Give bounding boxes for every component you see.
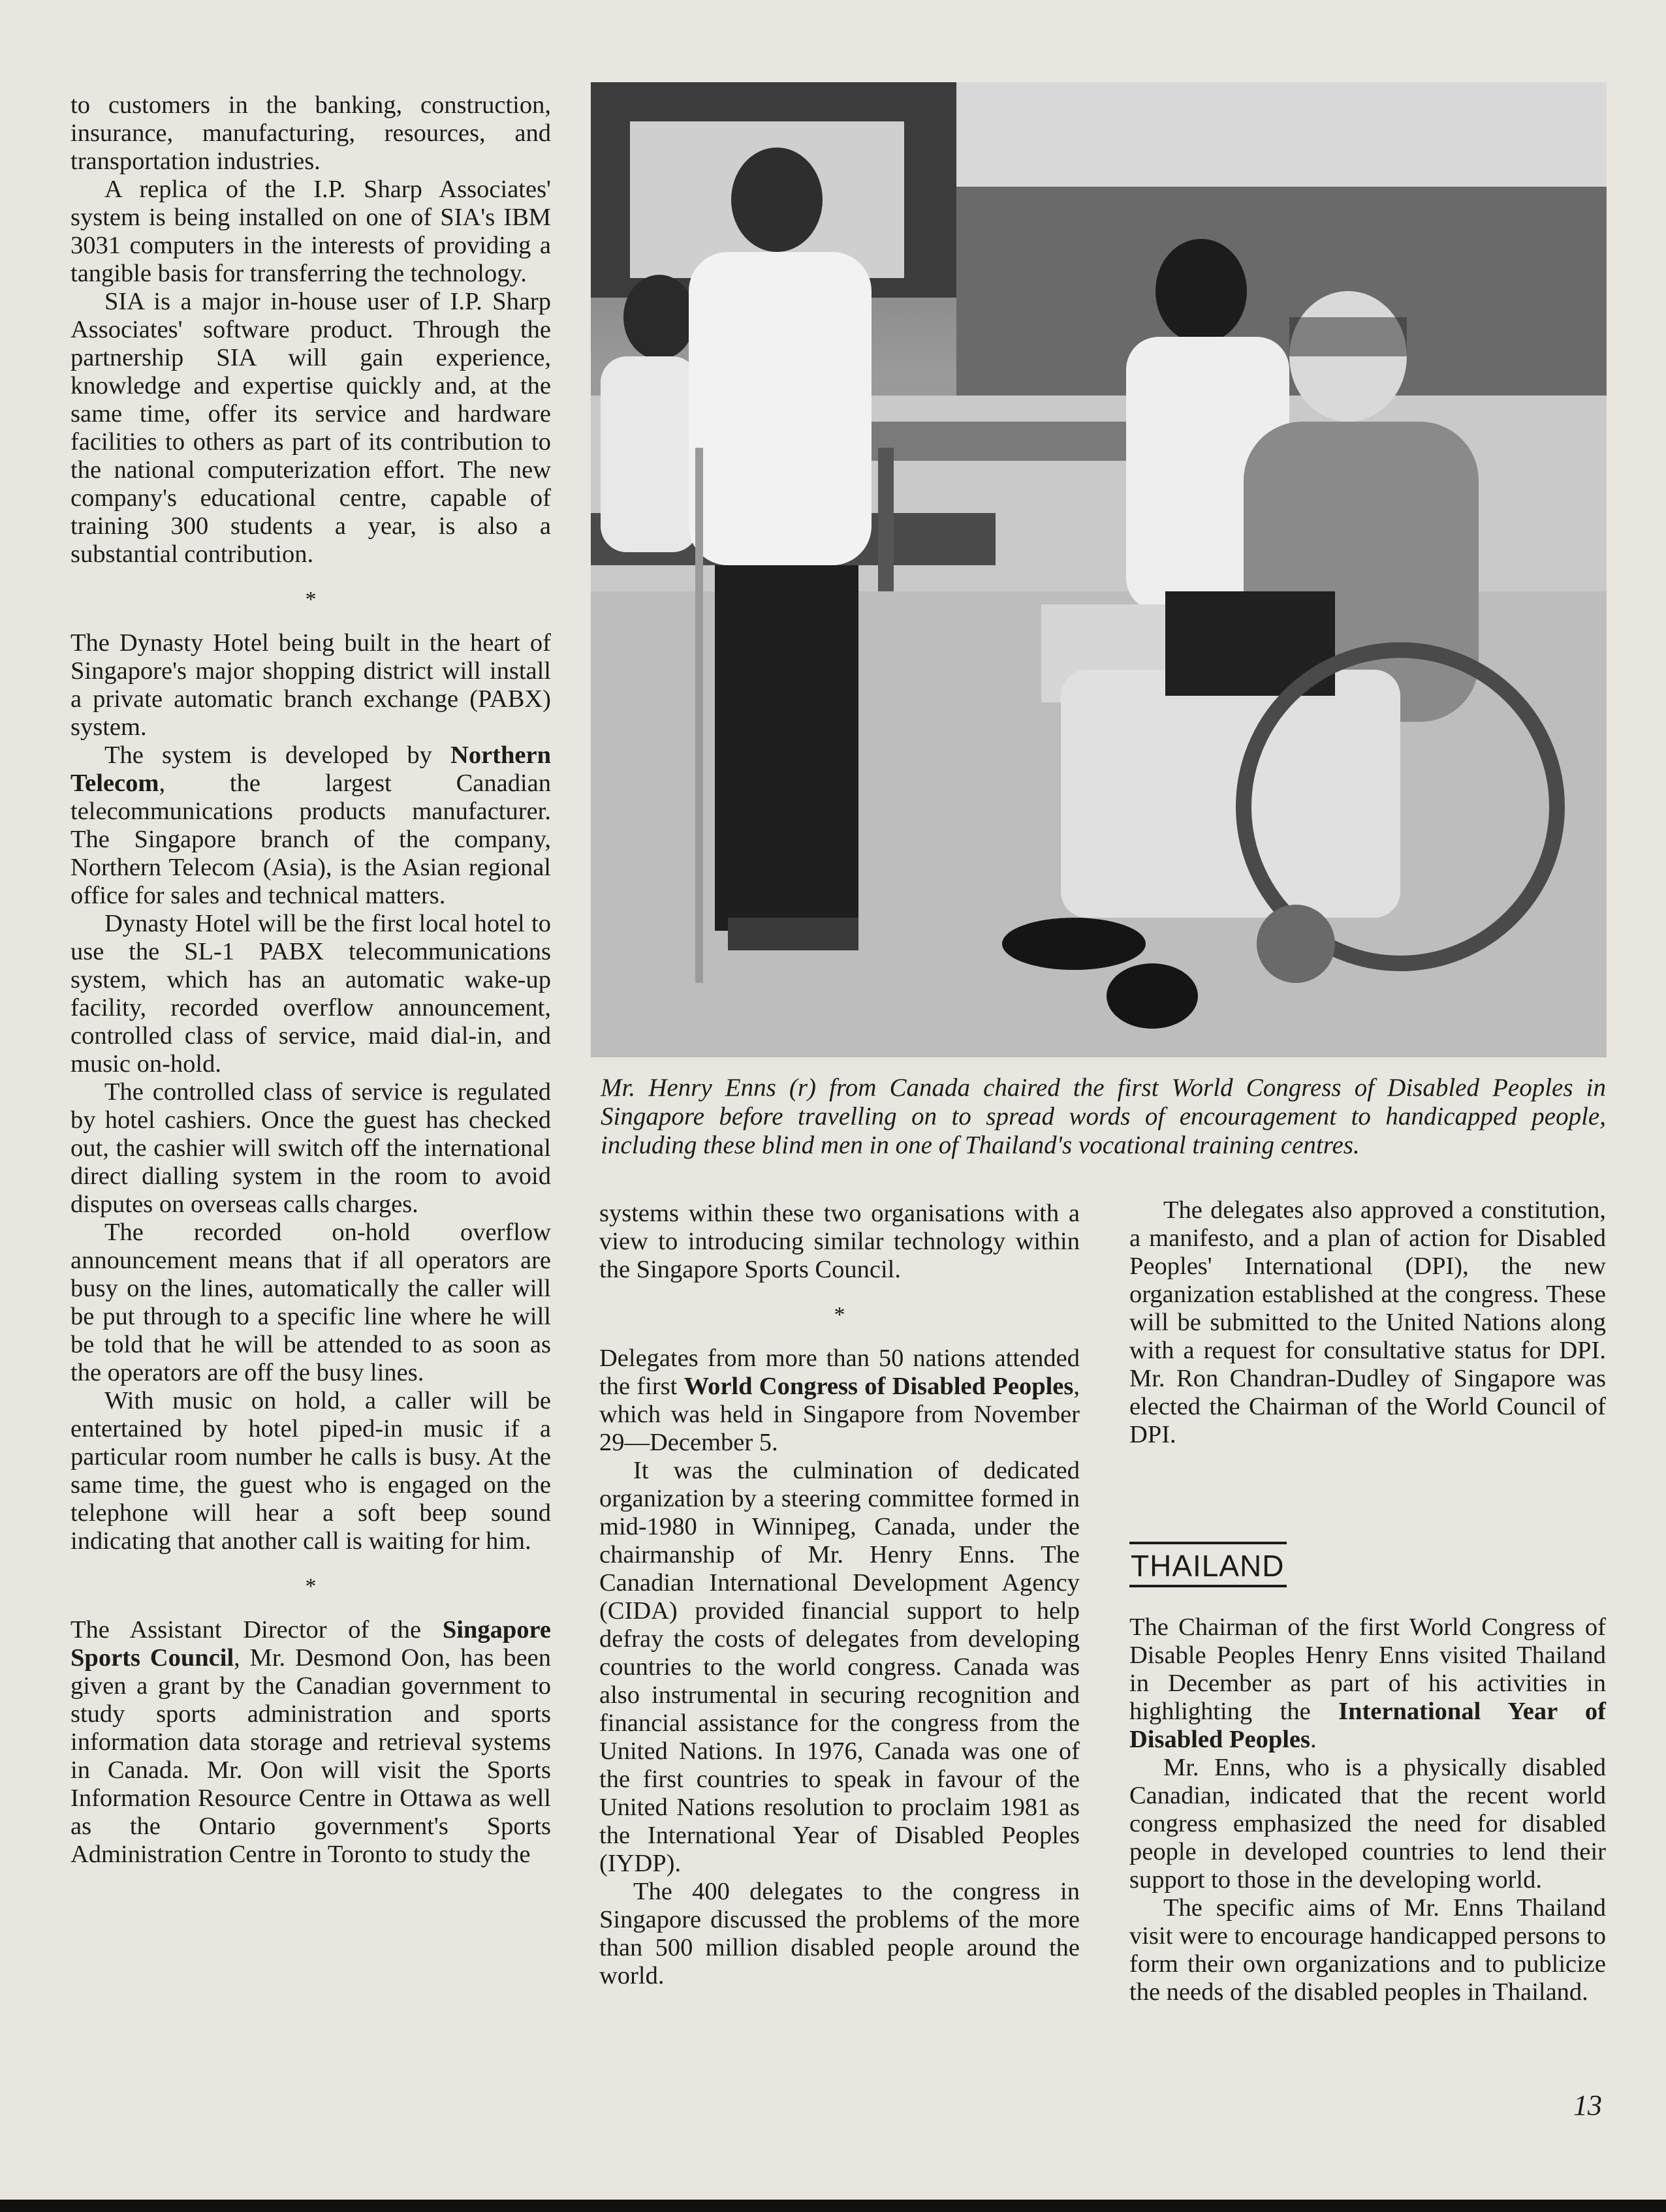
section-separator: * — [834, 1303, 845, 1327]
section-heading: THAILAND — [1129, 1542, 1287, 1587]
text-run: . — [1310, 1726, 1317, 1753]
left-column — [71, 91, 551, 1869]
text-run: , the largest Canadian telecommunications products manufacturer. The Singapore branch of the company, Northern Telecom (Asia), is the Asian regional office for sales and technical matters. — [71, 770, 551, 909]
photograph — [591, 82, 1607, 1057]
right-column-continued — [1129, 1613, 1606, 2006]
text-run: The Assistant Director of the — [71, 1616, 443, 1643]
paragraph: A replica of the I.P. Sharp Associates' system is being installed on one of SIA's IBM 3031 computers in the interests of providing a tangible basis for transferring the technology. — [71, 176, 551, 287]
right-column — [1129, 1196, 1606, 1449]
paragraph: SIA is a major in-house user of I.P. Sharp Associates' software product. Through the partnership SIA will gain experience, knowledge and expertise quickly and, at the same time, offer its service and hardware facilities to others as part of its contribution to the national computerization effort. The new company's educational centre, capable of training 300 students a year, is also a substantial contribution. — [71, 288, 551, 568]
paragraph: The Dynasty Hotel being built in the heart of Singapore's major shopping district will install a private automatic branch exchange (PABX) system. — [71, 629, 551, 741]
scan-edge — [0, 2200, 1666, 2212]
paragraph: The recorded on-hold overflow announcement means that if all operators are busy on the lines, automatically the caller will be put through to a specific line where he will be told that he will be attended to as soon as the operators are off the busy lines. — [71, 1219, 551, 1386]
paragraph: to customers in the banking, construction, insurance, manufacturing, resources, and transportation industries. — [71, 91, 551, 175]
bold-text: International Year of Disabled Peoples — [1129, 1698, 1606, 1753]
bold-text: Northern Telecom — [71, 741, 551, 797]
paragraph — [71, 1616, 551, 1869]
text-run: , which was held in Singapore from November 29—December 5. — [599, 1373, 1080, 1456]
text-run: The system is developed by — [104, 741, 451, 769]
page-number: 13 — [1573, 2089, 1602, 2121]
paragraph — [71, 741, 551, 910]
paragraph — [599, 1345, 1080, 1457]
paragraph: Mr. Enns, who is a physically disabled Canadian, indicated that the recent world congress emphasized the need for disabled people in developed countries to lend their support to those in the developing world. — [1129, 1754, 1606, 1893]
paragraph: The specific aims of Mr. Enns Thailand visit were to encourage handicapped persons to form their own organizations and to publicize the needs of the disabled peoples in Thailand. — [1129, 1894, 1606, 2006]
section-separator: * — [305, 1574, 317, 1598]
bold-text: World Congress of Disabled Peoples — [684, 1373, 1074, 1400]
photo-caption: Mr. Henry Enns (r) from Canada chaired the first World Congress of Disabled Peoples in Singapore before travelling on to spread words of encouragement to handicapped people, including these blind men in one of Thailand's vocational training centres. — [601, 1074, 1606, 1159]
text-run: The Chairman of the first World Congress of Disable Peoples Henry Enns visited Thailand in December as part of his activities in highlighting the — [1129, 1613, 1606, 1725]
text-run: Delegates from more than 50 nations attended the first — [599, 1345, 1080, 1400]
paragraph — [1129, 1613, 1606, 1754]
paragraph: Dynasty Hotel will be the first local hotel to use the SL-1 PABX telecommunications system, which has an automatic wake-up facility, recorded overflow announcement, controlled class of service, maid dial-in, and music on-hold. — [71, 910, 551, 1078]
middle-column — [599, 1200, 1080, 1990]
photo-illustration — [591, 82, 1607, 1057]
bold-text: Singapore Sports Council — [71, 1616, 551, 1672]
paragraph: The delegates also approved a constitution, a manifesto, and a plan of action for Disabled Peoples' International (DPI), the new organization established at the congress. These will be submitted to the United Nations along with a request for consultative status for DPI. Mr. Ron Chandran-Dudley of Singapore was elected the Chairman of the World Council of DPI. — [1129, 1196, 1606, 1448]
paragraph: The 400 delegates to the congress in Singapore discussed the problems of the more than 500 million disabled people around the world. — [599, 1878, 1080, 1989]
section-separator: * — [305, 587, 317, 612]
paragraph: systems within these two organisations with a view to introducing similar technology within the Singapore Sports Council. — [599, 1200, 1080, 1283]
paragraph: It was the culmination of dedicated organization by a steering committee formed in mid-1980 in Winnipeg, Canada, under the chairmanship of Mr. Henry Enns. The Canadian International Development Agency (CIDA) provided financial support to help defray the costs of delegates from developing countries to the world congress. Canada was also instrumental in securing recognition and financial assistance for the congress from the United Nations. In 1976, Canada was one of the first countries to speak in favour of the United Nations resolution to proclaim 1981 as the International Year of Disabled Peoples (IYDP). — [599, 1457, 1080, 1877]
text-run: , Mr. Desmond Oon, has been given a grant by the Canadian government to study sports administration and sports information data storage and retrieval systems in Canada. Mr. Oon will visit the Sports Information Resource Centre in Ottawa as well as the Ontario government's Sports Administration Centre in Toronto to study the — [71, 1644, 551, 1868]
paragraph: With music on hold, a caller will be entertained by hotel piped-in music if a particular room number he calls is busy. At the same time, the guest who is engaged on the telephone will hear a soft beep sound indicating that another call is waiting for him. — [71, 1387, 551, 1555]
paragraph: The controlled class of service is regulated by hotel cashiers. Once the guest has checked out, the cashier will switch off the international direct dialling system in the room to avoid disputes on overseas calls charges. — [71, 1078, 551, 1218]
